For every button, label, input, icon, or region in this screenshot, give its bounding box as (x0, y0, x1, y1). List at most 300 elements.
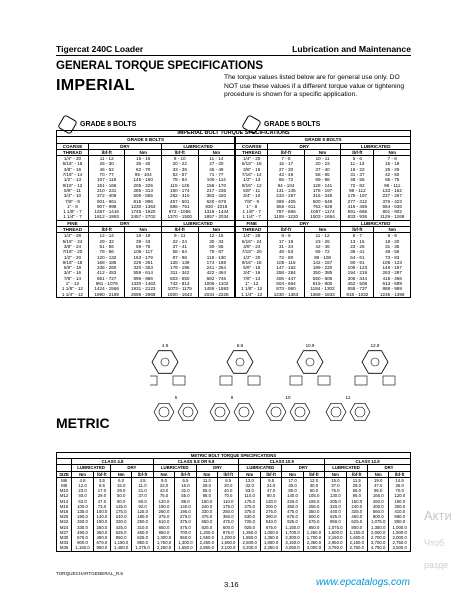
table-cell: 3,200.0 (239, 545, 260, 551)
table-cell: 850.0 (325, 519, 346, 524)
table-cell: 375.0 (239, 509, 260, 514)
unit-header: lbf-ft (389, 471, 411, 477)
table-cell: 210 - 231 (88, 188, 125, 193)
table-cell: 35 - 40 (125, 161, 162, 166)
table-cell: 300.0 (389, 504, 411, 509)
table-cell: 26 - 29 (374, 167, 411, 172)
table-cell: 200.0 (260, 504, 281, 509)
table-cell: 95.0 (196, 493, 217, 498)
table-cell: 10 - 11 (304, 156, 341, 162)
nut-icon (383, 376, 395, 385)
table-cell: 1 1/8" - 7 (63, 209, 82, 215)
unit-header: Nm (125, 149, 162, 155)
table-cell: 475.0 (218, 519, 239, 524)
table-cell: 4,050.0 (282, 545, 303, 551)
table-cell: 591 - 665 (341, 209, 374, 214)
table-cell: 73 - 83 (374, 255, 411, 260)
table-cell: 110.0 (239, 493, 260, 498)
table-cell: 70.0 (389, 488, 411, 493)
table-title: IMPERIAL BOLT TORQUE SPECIFICATIONS (57, 131, 411, 137)
metric-bolt-heads-illustration (150, 340, 412, 440)
table-cell: 108 - 123 (374, 260, 411, 265)
table-cell: 30 - 33 (198, 239, 235, 244)
table-cell: 275.0 (175, 514, 196, 519)
table-cell: 47.0 (368, 483, 389, 488)
table-cell: 43 - 48 (268, 172, 305, 177)
table-cell: 175 - 197 (341, 193, 374, 198)
table-cell: 9.0 (153, 477, 174, 483)
table-cell: 165.0 (303, 499, 324, 504)
table-cell: 16.0 (175, 483, 196, 488)
table-cell: 907 - 998 (88, 204, 125, 209)
table-cell: 11 - 12 (304, 233, 341, 239)
table-cell: 1,000.0 (389, 525, 411, 530)
table-cell: 801 - 902 (374, 209, 411, 214)
table-cell: 981 - 1079 (88, 281, 125, 286)
footer-code: TORQUECHARTGENERAL_R.5 (56, 571, 123, 576)
thread-header: THREAD (235, 149, 268, 155)
table-cell: 425.0 (110, 525, 131, 530)
table-cell: 406 - 447 (268, 276, 305, 281)
table-cell: 79 - 87 (198, 249, 235, 254)
lub-header: LUBRICATED (161, 143, 235, 149)
table-cell: 3/8" - 16 (235, 167, 268, 172)
table-cell: 1,450.0 (110, 545, 131, 551)
table-cell: 58 - 65 (304, 172, 341, 177)
unit-header: Nm (196, 471, 217, 477)
table-cell: 412 - 453 (88, 270, 125, 275)
table-cell: 1184 - 1302 (304, 286, 341, 291)
table-cell: M22 (59, 519, 69, 525)
table-cell: 7/8" - 9 (235, 199, 268, 204)
table-cell: 5/16" - 24 (62, 238, 83, 244)
table-cell: 330.0 (196, 509, 217, 514)
table-cell: 50.0 (110, 493, 131, 498)
table-cell: 655 - 737 (341, 286, 374, 291)
table-cell: 896 - 986 (125, 276, 162, 281)
table-cell: 306 - 344 (341, 276, 374, 281)
table-cell: 277 - 312 (341, 199, 374, 204)
table-cell: 1" - 8 (235, 204, 268, 209)
table-cell: 240.0 (346, 504, 367, 509)
table-row (57, 545, 411, 551)
table-cell: M12 (59, 493, 69, 499)
table-cell: 107 - 118 (88, 177, 125, 182)
table-cell: 19 - 22 (341, 167, 374, 172)
table-cell: 675.0 (93, 540, 110, 545)
table-cell: 850.0 (110, 535, 131, 540)
table-cell: 7/16" - 14 (62, 172, 83, 178)
activation-overlay-line2: Чтоб (424, 538, 445, 548)
table-cell: 452 - 508 (341, 281, 374, 286)
table-cell: 13.0 (239, 477, 260, 483)
dry-header: DRY (110, 465, 153, 471)
table-cell: M20 (59, 514, 69, 520)
unit-header: Nm (304, 227, 341, 233)
table-cell: 620 - 679 (198, 199, 235, 204)
table-cell: 2,850.0 (196, 545, 217, 551)
table-cell: 168 - 185 (88, 260, 125, 265)
unit-header: lbf-ft (161, 227, 198, 233)
table-cell: 70 - 77 (88, 172, 125, 177)
table-cell: 930 - 1018 (198, 204, 235, 209)
document-header-left: Tigercat 240C Loader (56, 44, 144, 54)
table-cell: 500.0 (303, 514, 324, 519)
table-cell: 2,150.0 (346, 540, 367, 545)
table-cell: 3/8" - 24 (63, 243, 82, 249)
lub-header: LUBRICATED (72, 465, 111, 471)
table-cell: 875.0 (218, 530, 239, 535)
table-cell: 130.0 (260, 499, 281, 504)
table-cell: 55.0 (346, 488, 367, 493)
table-cell: 26 - 30 (88, 161, 125, 166)
table-cell: 4,750.0 (368, 545, 389, 551)
table-cell: 972 - 1065 (161, 209, 198, 214)
unit-header: lbf-ft (341, 149, 374, 155)
table-cell: 19.0 (368, 477, 389, 483)
table-cell: 17.0 (93, 488, 110, 493)
table-cell: 1,600.0 (325, 530, 346, 535)
nut-icon (154, 403, 174, 420)
table-cell: 11 - 12 (88, 156, 125, 162)
table-cell: 490.0 (93, 535, 110, 540)
table-cell: 65 - 75 (374, 177, 411, 182)
table-cell: 1503 - 1654 (304, 214, 341, 220)
table-cell: 1330 - 1463 (125, 281, 162, 286)
grade-header: GRADE 8 BOLTS (57, 137, 236, 143)
grade8-label: GRADE 8 BOLTS (80, 121, 137, 128)
table-cell: 375.0 (175, 519, 196, 524)
table-cell: 240.0 (110, 514, 131, 519)
table-cell: 75.0 (153, 493, 174, 498)
table-cell: 5/8" - 18 (63, 265, 82, 271)
table-cell: 1,075.0 (368, 519, 389, 524)
metric-torque-table (56, 452, 411, 552)
grade5-label: GRADE 5 BOLTS (264, 121, 321, 128)
table-cell: 1,750.0 (153, 540, 174, 545)
nut-class-label: 5 (174, 395, 178, 400)
table-cell: 100.0 (93, 509, 110, 514)
table-cell: 17.0 (282, 477, 303, 483)
table-cell: 1/4" - 20 (63, 156, 82, 162)
table-cell: 3,500.0 (389, 545, 411, 551)
table-cell: 1,700.0 (282, 530, 303, 535)
table-cell: 372 - 409 (88, 193, 125, 198)
table-cell: 2,250.0 (196, 540, 217, 545)
table-cell: 725.0 (239, 519, 260, 524)
table-cell: 63.0 (239, 488, 260, 493)
nut-icon (355, 376, 367, 385)
table-cell: 2,700.0 (368, 535, 389, 540)
table-cell: 530.0 (239, 514, 260, 519)
table-cell: 2457 - 2702 (125, 214, 162, 220)
table-cell: 850.0 (132, 540, 153, 545)
table-cell: 110.0 (218, 499, 239, 504)
table-cell: 55.0 (196, 488, 217, 493)
table-cell: M33 (59, 540, 69, 546)
table-cell: 1 1/4" - 12 (61, 291, 83, 297)
unit-header: Nm (304, 149, 341, 155)
nut-icon (220, 376, 232, 385)
table-cell: 2,350.0 (303, 540, 324, 545)
table-cell: 383 - 420 (198, 193, 235, 198)
table-cell: 1287 - 1416 (88, 209, 125, 214)
table-cell: 37.0 (325, 483, 346, 488)
table-cell: 178 - 195 (161, 265, 198, 270)
lub-header: LUBRICATED (239, 465, 282, 471)
table-cell: 2,150.0 (325, 535, 346, 540)
table-cell: 6 - 7 (341, 233, 374, 239)
dry-header: DRY (268, 220, 341, 226)
unit-header: Nm (282, 471, 303, 477)
table-cell: 9 - 11 (161, 233, 198, 239)
table-cell: 42 - 46 (304, 244, 341, 249)
table-cell: 350.0 (303, 509, 324, 514)
document-header-right: Lubrication and Maintenance (292, 44, 411, 54)
table-cell: 60.0 (132, 499, 153, 504)
table-cell: 1,600.0 (346, 535, 367, 540)
table-cell: 742 - 813 (161, 281, 198, 286)
nut-icon (290, 376, 302, 385)
table-cell: 1745 - 1920 (125, 209, 162, 214)
table-cell: 580.0 (389, 514, 411, 519)
table-cell: 5/16" - 24 (235, 239, 268, 244)
table-cell: 65 - 72 (268, 177, 305, 182)
table-cell: 5/16" - 18 (62, 161, 83, 167)
table-cell: 6.0 (110, 477, 131, 483)
bolt-class-label: 4.8 (161, 343, 169, 348)
table-cell: 241 - 264 (198, 265, 235, 270)
table-cell: 175.0 (239, 499, 260, 504)
table-cell: 560.0 (368, 509, 389, 514)
lub-header: LUBRICATED (161, 220, 235, 226)
table-cell: 1/4" - 28 (235, 233, 268, 239)
table-cell: 1" - 12 (235, 281, 268, 286)
table-cell: 99 - 108 (304, 255, 341, 260)
table-cell: 205 - 225 (125, 183, 162, 188)
table-cell: 1006 - 1102 (198, 281, 235, 286)
table-cell: 564 - 636 (374, 204, 411, 209)
table-cell: 95 - 104 (125, 172, 162, 177)
table-cell: 1318 - 1444 (198, 209, 235, 214)
lub-header: LUBRICATED (341, 220, 411, 226)
thread-header: FINE (235, 220, 268, 226)
unit-header: Nm (110, 471, 131, 477)
table-cell: 63.0 (72, 499, 94, 504)
table-cell: 350.0 (282, 504, 303, 509)
table-cell: 43.0 (153, 488, 174, 493)
table-cell: 1668 - 1834 (304, 292, 341, 298)
table-cell: 80 - 91 (341, 260, 374, 265)
table-cell: M14 (59, 498, 69, 504)
table-cell: 1857 - 2034 (198, 214, 235, 220)
table-cell: 80.0 (260, 493, 281, 498)
table-cell: 65 - 72 (304, 249, 341, 254)
table-cell: 21.0 (132, 488, 153, 493)
table-cell: 260.0 (72, 519, 94, 524)
table-cell: 1109 - 1220 (268, 214, 305, 220)
table-cell: 787 - 866 (268, 209, 305, 214)
table-cell: 490.0 (72, 530, 94, 535)
table-cell: 375.0 (153, 514, 174, 519)
imperial-heading: IMPERIAL (56, 77, 135, 94)
table-cell: 3,700.0 (368, 540, 389, 545)
table-cell: 31 - 37 (341, 172, 374, 177)
table-cell: 1245 - 1399 (374, 292, 411, 298)
table-cell: 140.0 (175, 504, 196, 509)
table-cell: 282 - 310 (161, 193, 198, 198)
table-cell: 73.0 (93, 504, 110, 509)
unit-header: Nm (198, 227, 235, 233)
nut-icon (331, 407, 341, 417)
table-cell: 7/8" - 14 (63, 275, 82, 281)
table-cell: 28.0 (346, 483, 367, 488)
table-cell: 310.0 (132, 525, 153, 530)
table-cell: 128 - 139 (161, 260, 198, 265)
table-cell: 1129 - 1269 (374, 214, 411, 220)
table-cell: 39 - 43 (125, 239, 162, 244)
table-cell: 105 - 116 (268, 260, 305, 265)
table-cell: 29.0 (110, 488, 131, 493)
table-cell: 115 - 125 (161, 183, 198, 188)
table-cell: 190.0 (153, 504, 174, 509)
table-cell: 613 - 689 (374, 281, 411, 286)
table-cell: 125.0 (132, 509, 153, 514)
table-cell: 3/4" - 16 (235, 270, 268, 275)
unit-header: lbf-ft (175, 471, 196, 477)
table-cell: 142 - 157 (304, 260, 341, 265)
table-cell: M18 (59, 509, 69, 515)
table-cell: 1,150.0 (282, 525, 303, 530)
table-cell: 125.0 (110, 504, 131, 509)
table-cell: 3/8" - 16 (63, 166, 82, 172)
unit-header: lbf-ft (341, 227, 374, 233)
table-cell: 1,150.0 (72, 545, 94, 551)
table-cell: 500 - 549 (304, 199, 341, 204)
table-cell: 180.0 (132, 514, 153, 519)
table-cell: 140.0 (93, 514, 110, 519)
table-cell: 815 - 896 (125, 199, 162, 204)
unit-header: Nm (198, 149, 235, 155)
table-cell: 1370 - 1500 (161, 214, 198, 220)
table-cell: 450.0 (132, 530, 153, 535)
table-cell: 133 - 152 (374, 188, 411, 193)
table-cell: 1,150.0 (110, 540, 131, 545)
lub-header: LUBRICATED (325, 465, 368, 471)
table-cell: 120 - 132 (88, 255, 125, 260)
table-cell: 330.0 (72, 525, 94, 530)
unit-header: Nm (153, 471, 174, 477)
nut-icon (210, 403, 230, 420)
table-cell: 11.0 (196, 477, 217, 483)
table-cell: 31 - 35 (374, 244, 411, 249)
table-cell: 165.0 (368, 493, 389, 498)
table-cell: 28.0 (196, 483, 217, 488)
table-cell: 604 - 664 (268, 281, 305, 286)
table-cell: 190.0 (93, 519, 110, 524)
table-cell: M6 (61, 477, 68, 483)
table-cell: 20 - 22 (161, 161, 198, 166)
table-cell: 559 - 614 (125, 270, 162, 275)
table-cell: 18 - 20 (374, 239, 411, 244)
table-cell: 73 - 80 (268, 255, 305, 260)
activation-overlay-2 (424, 532, 448, 576)
table-cell: 330.0 (110, 519, 131, 524)
table-cell: 148 - 167 (374, 265, 411, 270)
table-cell: 9/16" - 18 (235, 260, 268, 265)
unit-header: lbf-ft (268, 149, 305, 155)
table-cell: 3/4" - 10 (63, 193, 82, 199)
table-cell: 175.0 (218, 504, 239, 509)
nut-icon (173, 376, 185, 385)
activation-overlay-1: Акти (424, 508, 452, 523)
table-cell: 825.0 (196, 525, 217, 530)
bolt-head-icon (297, 351, 323, 374)
unit-header: Nm (325, 471, 346, 477)
metric-heading: METRIC (56, 415, 110, 431)
table-cell: 503 - 550 (161, 276, 198, 281)
table-cell: 62 - 70 (125, 167, 162, 172)
table-cell: 49 - 56 (374, 249, 411, 254)
table-cell: 11 - 14 (198, 156, 235, 162)
table-cell: 1/4" - 20 (235, 156, 268, 162)
table-cell: 175.0 (110, 509, 131, 514)
table-cell: 3/8" - 24 (235, 244, 268, 249)
table-cell: 236 - 260 (88, 265, 125, 270)
table-cell: 285 - 313 (125, 188, 162, 193)
size-header: SIZE (57, 471, 72, 477)
table-cell: 147 - 162 (268, 265, 305, 270)
thread-header: COARSE (235, 143, 268, 149)
table-cell: 27 - 30 (198, 161, 235, 166)
table-cell: 23 - 26 (341, 244, 374, 249)
table-cell: 24.0 (260, 483, 281, 488)
unit-header: Nm (368, 471, 389, 477)
section-title: GENERAL TORQUE SPECIFICATIONS (56, 60, 264, 72)
table-cell: 1 1/8" - 12 (61, 286, 83, 292)
nut-icon (295, 407, 305, 417)
table-cell: 5/8" - 18 (235, 265, 268, 270)
intro-text: The torque values listed below are for general use only. DO NOT use these values if a different torque value or tightening procedure is shown for a specific application. (224, 74, 405, 99)
table-cell: 40.0 (72, 493, 94, 498)
table-cell: 2,750.0 (346, 545, 367, 551)
table-cell: 850.0 (93, 545, 110, 551)
table-cell: 510.0 (153, 519, 174, 524)
table-cell: 194 - 219 (341, 270, 374, 275)
table-cell: 33 - 36 (161, 167, 198, 172)
table-cell: 415 - 466 (374, 276, 411, 281)
table-cell: 11.0 (132, 483, 153, 488)
table-cell: 2,750.0 (389, 540, 411, 545)
table-cell: 16 - 19 (125, 233, 162, 239)
table-cell: 36 - 41 (341, 249, 374, 254)
table-cell: 350 - 385 (304, 270, 341, 275)
bolt-head-icon (152, 351, 178, 374)
table-cell: 71 - 77 (198, 172, 235, 177)
table-cell: 1230 - 1353 (125, 204, 162, 209)
table-cell: 7/16" - 20 (235, 249, 268, 254)
table-cell: 89 - 98 (304, 177, 341, 182)
table-cell: 675.0 (303, 519, 324, 524)
table-cell: 233 - 257 (268, 193, 305, 198)
table-cell: 190.0 (389, 499, 411, 504)
class-header: CLASS 4.8 (72, 459, 154, 465)
table-cell: 263 - 297 (374, 270, 411, 275)
table-cell: 20 - 23 (304, 161, 341, 166)
unit-header: lbf-ft (88, 227, 125, 233)
table-cell: 1,350.0 (260, 535, 281, 540)
unit-header: lbf-ft (93, 471, 110, 477)
